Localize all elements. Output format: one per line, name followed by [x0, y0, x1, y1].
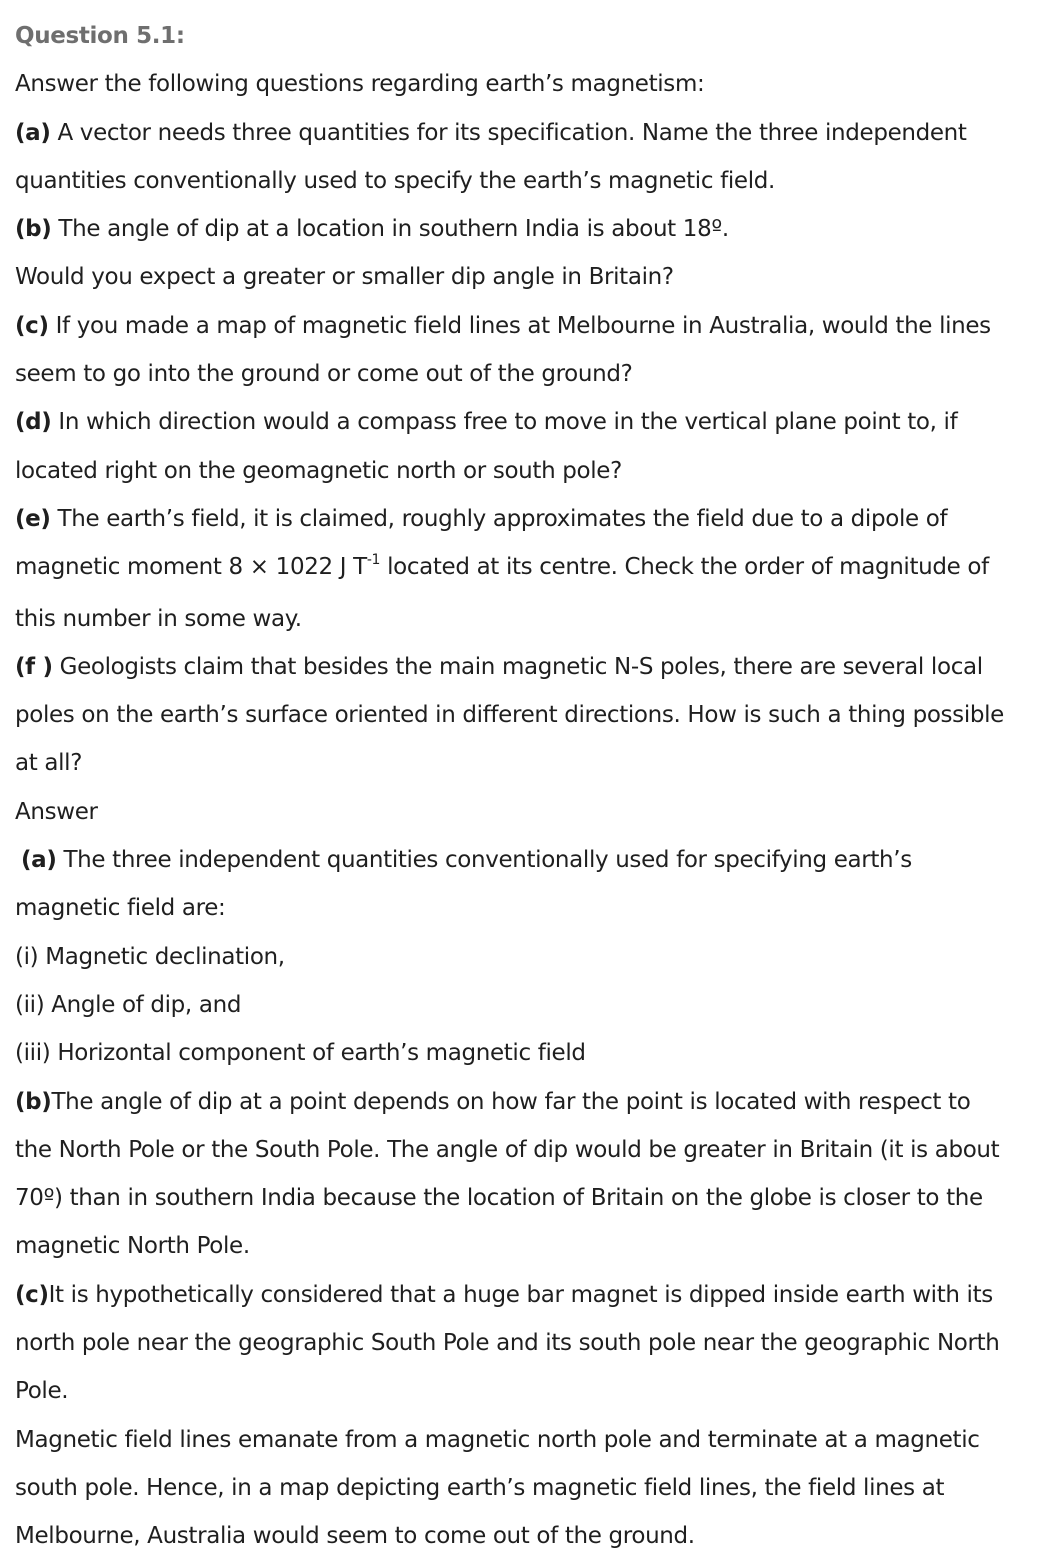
question-a-line-2: quantities conventionally used to specify the earth’s magnetic field. [15, 167, 775, 194]
answer-b-text-1: The angle of dip at a point depends on how far the point is located with respect to [51, 1088, 971, 1115]
answer-b-line-3: 70º) than in southern India because the location of Britain on the globe is closer to the [15, 1185, 983, 1212]
question-intro: Answer the following questions regarding earth’s magnetism: [15, 71, 705, 98]
question-a-text-1: A vector needs three quantities for its specification. Name the three independent [50, 119, 967, 146]
question-e-line-2 [15, 543, 1031, 594]
question-b-label: (b) [15, 216, 52, 243]
question-a-line-1 [15, 109, 1031, 157]
question-a-label: (a) [15, 119, 51, 146]
question-e-text-1: The earth’s field, it is claimed, roughly approximates the field due to a dipole of [50, 505, 948, 532]
question-b-line-1 [15, 205, 1031, 253]
question-b-line-2: Would you expect a greater or smaller dip angle in Britain? [15, 264, 674, 291]
question-f-line-3: at all? [15, 750, 83, 777]
answer-c-line-3: Pole. [15, 1378, 69, 1405]
answer-c-para2-line-1: Magnetic field lines emanate from a magnetic north pole and terminate at a magnetic [15, 1426, 980, 1453]
answer-b-line-1 [15, 1078, 1031, 1126]
question-c-label: (c) [15, 312, 49, 339]
answer-c-line-2: north pole near the geographic South Pole and its south pole near the geographic North [15, 1330, 1000, 1357]
question-e-text-2b: located at its centre. Check the order of magnitude of [380, 554, 989, 581]
answer-a-line-2: magnetic field are: [15, 895, 226, 922]
question-c-text-1: If you made a map of magnetic field lines at Melbourne in Australia, would the lines [48, 312, 991, 339]
answer-c-line-1 [15, 1271, 1031, 1319]
answer-c-para2-line-3: Melbourne, Australia would seem to come out of the ground. [15, 1523, 695, 1550]
question-d-line-1 [15, 398, 1031, 446]
answer-a-item-3: (iii) Horizontal component of earth’s magnetic field [15, 1040, 586, 1067]
question-c-line-2: seem to go into the ground or come out of the ground? [15, 361, 633, 388]
question-e-text-2a: magnetic moment 8 × 1022 J T [15, 554, 367, 581]
question-f-line-1 [15, 643, 1031, 691]
answer-c-para2-line-2: south pole. Hence, in a map depicting earth’s magnetic field lines, the field lines at [15, 1474, 945, 1501]
question-e-superscript: -1 [366, 552, 381, 569]
question-e-label: (e) [15, 505, 51, 532]
question-c-line-1 [15, 302, 1031, 350]
answer-a-item-1: (i) Magnetic declination, [15, 943, 285, 970]
question-d-text-1: In which direction would a compass free to move in the vertical plane point to, if [51, 409, 958, 436]
answer-b-label: (b) [15, 1088, 52, 1115]
question-f-label: (f ) [15, 653, 53, 680]
answer-b-line-2: the North Pole or the South Pole. The angle of dip would be greater in Britain (it is about [15, 1136, 1000, 1163]
question-e-line-1 [15, 495, 1031, 543]
answer-a-text-1: The three independent quantities conventionally used for specifying earth’s [56, 847, 912, 874]
answer-b-line-4: magnetic North Pole. [15, 1233, 250, 1260]
answer-c-text-1: It is hypothetically considered that a huge bar magnet is dipped inside earth with its [48, 1281, 993, 1308]
question-d-label: (d) [15, 409, 52, 436]
question-f-line-2: poles on the earth’s surface oriented in different directions. How is such a thing possible [15, 702, 1004, 729]
question-b-text-1: The angle of dip at a location in southern India is about 18º. [51, 216, 729, 243]
question-e-line-3: this number in some way. [15, 605, 302, 632]
question-heading: Question 5.1: [15, 23, 185, 49]
question-f-text-1: Geologists claim that besides the main magnetic N-S poles, there are several local [52, 653, 983, 680]
answer-c-label: (c) [15, 1281, 49, 1308]
answer-a-line-1 [15, 836, 1031, 884]
answer-heading: Answer [15, 798, 98, 825]
answer-a-item-2: (ii) Angle of dip, and [15, 991, 242, 1018]
question-d-line-2: located right on the geomagnetic north or south pole? [15, 457, 622, 484]
answer-a-label: (a) [21, 847, 57, 874]
